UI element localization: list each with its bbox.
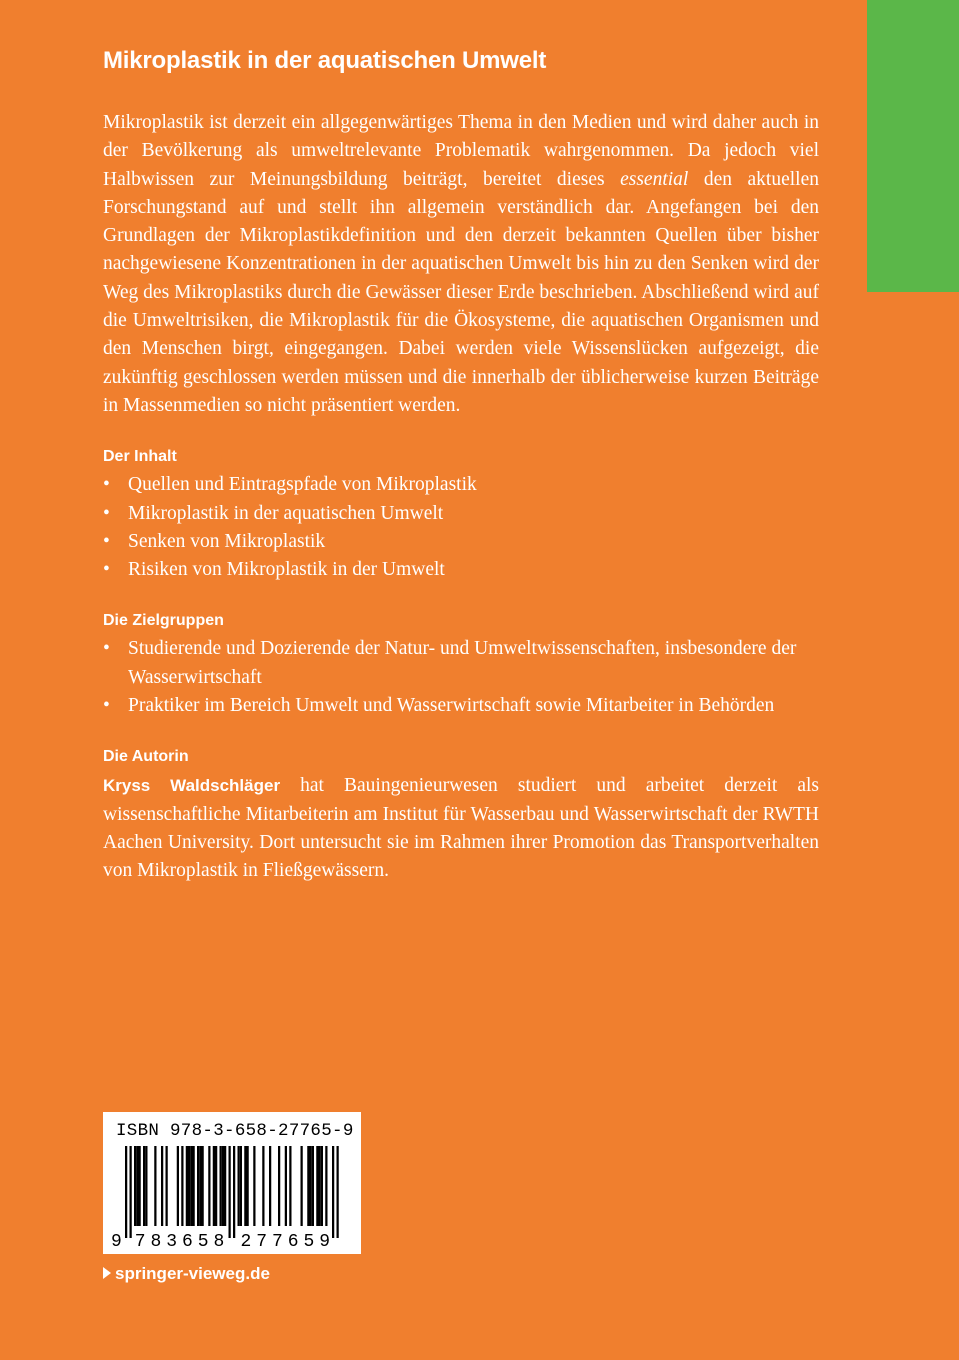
barcode-bar (177, 1146, 179, 1226)
contents-section (103, 445, 819, 584)
barcode-bar (166, 1146, 168, 1226)
author-heading: Die Autorin (103, 748, 189, 766)
barcode-digit: 5 (197, 1232, 209, 1250)
barcode-bar (186, 1146, 188, 1226)
barcode-digit: 8 (213, 1232, 225, 1250)
barcode-bar (224, 1146, 226, 1226)
barcode-bar (188, 1146, 190, 1226)
author-section (103, 745, 819, 885)
isbn-label: ISBN 978-3-658-27765-9 (116, 1121, 354, 1141)
isbn-barcode (103, 1112, 361, 1254)
barcode-digit: 7 (256, 1232, 268, 1250)
barcode-digit: 6 (287, 1232, 299, 1250)
barcode-guard-bar (125, 1146, 127, 1238)
barcode-digit: 6 (182, 1232, 193, 1250)
barcode-bar (278, 1146, 280, 1226)
book-title: Mikroplastik in der aquatischen Umwelt (103, 47, 547, 74)
list-item (103, 500, 819, 528)
list-item (103, 528, 819, 556)
barcode-bar (220, 1146, 222, 1226)
intro-paragraph (103, 109, 819, 420)
barcode-digit: 7 (272, 1232, 283, 1250)
barcode-digit: 9 (319, 1232, 331, 1250)
barcode-bar (325, 1146, 327, 1226)
barcode-bar (247, 1146, 249, 1226)
list-item-text: Studierende und Dozierende der Natur- und Umweltwissenschaften, insbesondere der Wasserwirtschaft (128, 638, 797, 688)
barcode-bar (310, 1146, 312, 1226)
barcode-bar (136, 1146, 138, 1226)
barcode-digit: 2 (240, 1232, 252, 1250)
target-groups-section (103, 609, 819, 720)
intro-text-end: den aktuellen Forschungstand auf und stellt ihn allgemein verständlich dar. Angefangen bei den Grundlagen der Mikroplastikdefinition und den derzeit bekannten Quellen über bisher nachgewiesene Konzentrationen in der aquatischen Umwelt bis hin zu den Senken wird der Weg des Mikroplastiks durch die Gewässer dieser Erde beschrieben. Abschließend wird auf die Umweltrisiken, die Mikroplastik für die Ökosysteme, die aquatischen Organismen und den Menschen birgt, eingegangen. Dabei werden viele Wissenslücken aufgezeigt, die zukünftig geschlossen werden müssen und die innerhalb der üblicherweise kurzen Beiträge in Massenmedien so nicht präsentiert werden. (103, 168, 819, 416)
barcode-bar (321, 1146, 323, 1226)
website-link[interactable] (103, 1262, 270, 1286)
barcode-digit: 5 (303, 1232, 315, 1250)
green-accent-tab (867, 0, 959, 292)
barcode-bar (222, 1146, 224, 1226)
barcode-bars (103, 1146, 361, 1250)
barcode-digit: 7 (134, 1232, 146, 1250)
barcode-bar (215, 1146, 217, 1226)
barcode-bar (240, 1146, 242, 1226)
barcode-bar (262, 1146, 264, 1226)
list-item (103, 471, 819, 499)
barcode-bar (193, 1146, 195, 1226)
barcode-bar (301, 1146, 303, 1226)
barcode-bar (244, 1146, 246, 1226)
barcode-guard-bar (229, 1146, 231, 1238)
barcode-bar (202, 1146, 204, 1226)
barcode-guard-bar (130, 1146, 132, 1238)
barcode-bar (154, 1146, 156, 1226)
barcode-bar (312, 1146, 314, 1226)
barcode-bar (319, 1146, 321, 1226)
barcode-bar (213, 1146, 215, 1226)
list-item-text: Mikroplastik in der aquatischen Umwelt (128, 502, 444, 524)
list-item-text: Senken von Mikroplastik (128, 530, 326, 552)
back-cover-content (103, 44, 819, 886)
barcode-digit: 9 (111, 1232, 122, 1250)
target-groups-heading: Die Zielgruppen (103, 612, 224, 630)
author-bio-text: hat Bauingenieurwesen studiert und arbeitet derzeit als wissenschaftliche Mitarbeiterin am Institut für Wasserbau und Wasserwirtschaft der RWTH Aachen University. Dort untersucht sie im Rahmen ihrer Promotion das Transportverhalten von Mikroplastik in Fließgewässern. (103, 775, 820, 882)
arrow-right-icon (103, 1267, 111, 1279)
barcode-bar (199, 1146, 201, 1226)
barcode-guard-bar (337, 1146, 339, 1238)
barcode-bar (208, 1146, 210, 1226)
barcode-bar (190, 1146, 192, 1226)
target-groups-list (103, 635, 819, 720)
barcode-bar (134, 1146, 136, 1226)
barcode-bar (181, 1146, 183, 1226)
barcode-bar (143, 1146, 145, 1226)
intro-text-start: Mikroplastik ist derzeit ein allgegenwärtiges Thema in den Medien und wird daher auch in der Bevölkerung als umweltrelevante Problematik wahrgenommen. Da jedoch viel Halbwissen zur Meinungsbildung beiträgt, bereitet dieses (103, 112, 819, 190)
list-item-text: Risiken von Mikroplastik in der Umwelt (128, 559, 445, 581)
bullet-icon: • (103, 638, 110, 660)
barcode-bar (307, 1146, 309, 1226)
bullet-icon: • (103, 474, 110, 496)
bullet-icon: • (103, 530, 110, 552)
list-item (103, 635, 819, 692)
bullet-icon: • (103, 559, 110, 581)
barcode-digit: 8 (150, 1232, 162, 1250)
bullet-icon: • (103, 695, 110, 717)
barcode-bar (269, 1146, 271, 1226)
intro-italic-term: essential (620, 168, 689, 190)
author-bio (103, 772, 819, 885)
barcode-digit: 3 (166, 1232, 178, 1250)
author-name: Kryss Waldschläger (103, 776, 281, 796)
barcode-bar (285, 1146, 287, 1226)
barcode-bar (253, 1146, 255, 1226)
website-text: springer-vieweg.de (115, 1264, 270, 1283)
barcode-bar (145, 1146, 147, 1226)
list-item (103, 692, 819, 720)
barcode-bar (238, 1146, 240, 1226)
barcode-bar (161, 1146, 163, 1226)
list-item-text: Praktiker im Bereich Umwelt und Wasserwirtschaft sowie Mitarbeiter in Behörden (128, 695, 775, 717)
barcode-bar (197, 1146, 199, 1226)
barcode-bar (139, 1146, 141, 1226)
barcode-guard-bar (233, 1146, 235, 1238)
barcode-bar (289, 1146, 291, 1226)
barcode-bar (316, 1146, 318, 1226)
contents-list (103, 471, 819, 584)
barcode-guard-bar (332, 1146, 334, 1238)
list-item-text: Quellen und Eintragspfade von Mikroplastik (128, 474, 477, 496)
bullet-icon: • (103, 502, 110, 524)
list-item (103, 556, 819, 584)
contents-heading: Der Inhalt (103, 448, 177, 466)
